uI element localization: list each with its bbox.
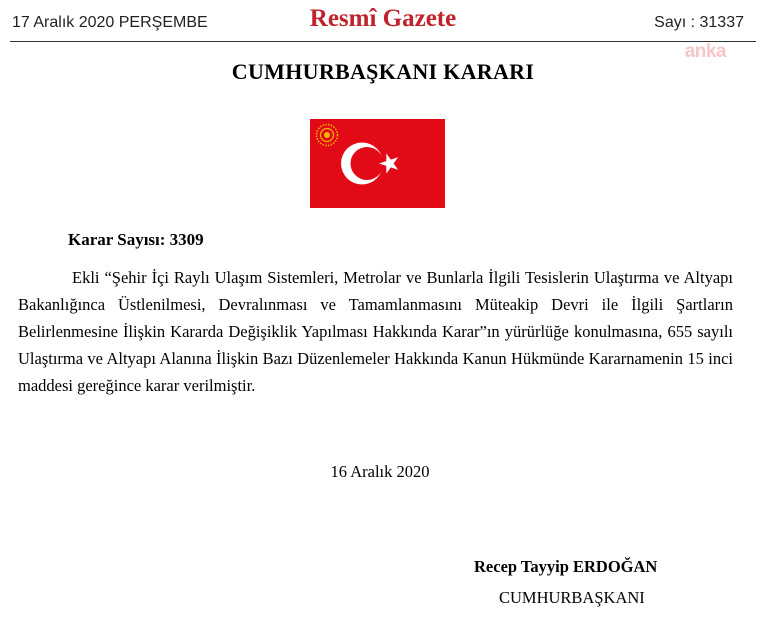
anka-watermark: anka [684, 41, 726, 62]
signatory-title: CUMHURBAŞKANI [499, 588, 645, 607]
header-issue-number: Sayı : 31337 [654, 14, 744, 31]
header-date: 17 Aralık 2020 PERŞEMBE [12, 14, 208, 31]
decree-date: 16 Aralık 2020 [330, 462, 430, 481]
decree-number: Karar Sayısı: 3309 [68, 230, 204, 249]
document-title: CUMHURBAŞKANI KARARI [231, 59, 535, 84]
crescent-inner [351, 147, 384, 180]
gazette-title: Resmî Gazete [309, 5, 457, 32]
decree-body-text: Ekli “Şehir İçi Raylı Ulaşım Sistemleri, Metrolar ve Bunlarla İlgili Tesislerin Ulaştırma ve Altyapı Bakanlığınca Üstlenilmesi, Devralınması ve Tamamlanmasını Müteakip Devri ile İlgili Şartların Belirlenmesine İlişkin Kararda Değişiklik Yapılması Hakkında Karar”ın yürürlüğe konulmasına, 655 sayılı Ulaştırma ve Altyapı Alanına İlişkin Bazı Düzenlemeler Hakkında Kanun Hükmünde Kararnamenin 15 inci maddesi gereğince karar verilmiştir. [18, 268, 733, 395]
turkish-flag-icon [310, 119, 445, 208]
gazette-header [0, 0, 766, 44]
header-divider [10, 41, 756, 42]
signatory-name: Recep Tayyip ERDOĞAN [474, 557, 658, 576]
